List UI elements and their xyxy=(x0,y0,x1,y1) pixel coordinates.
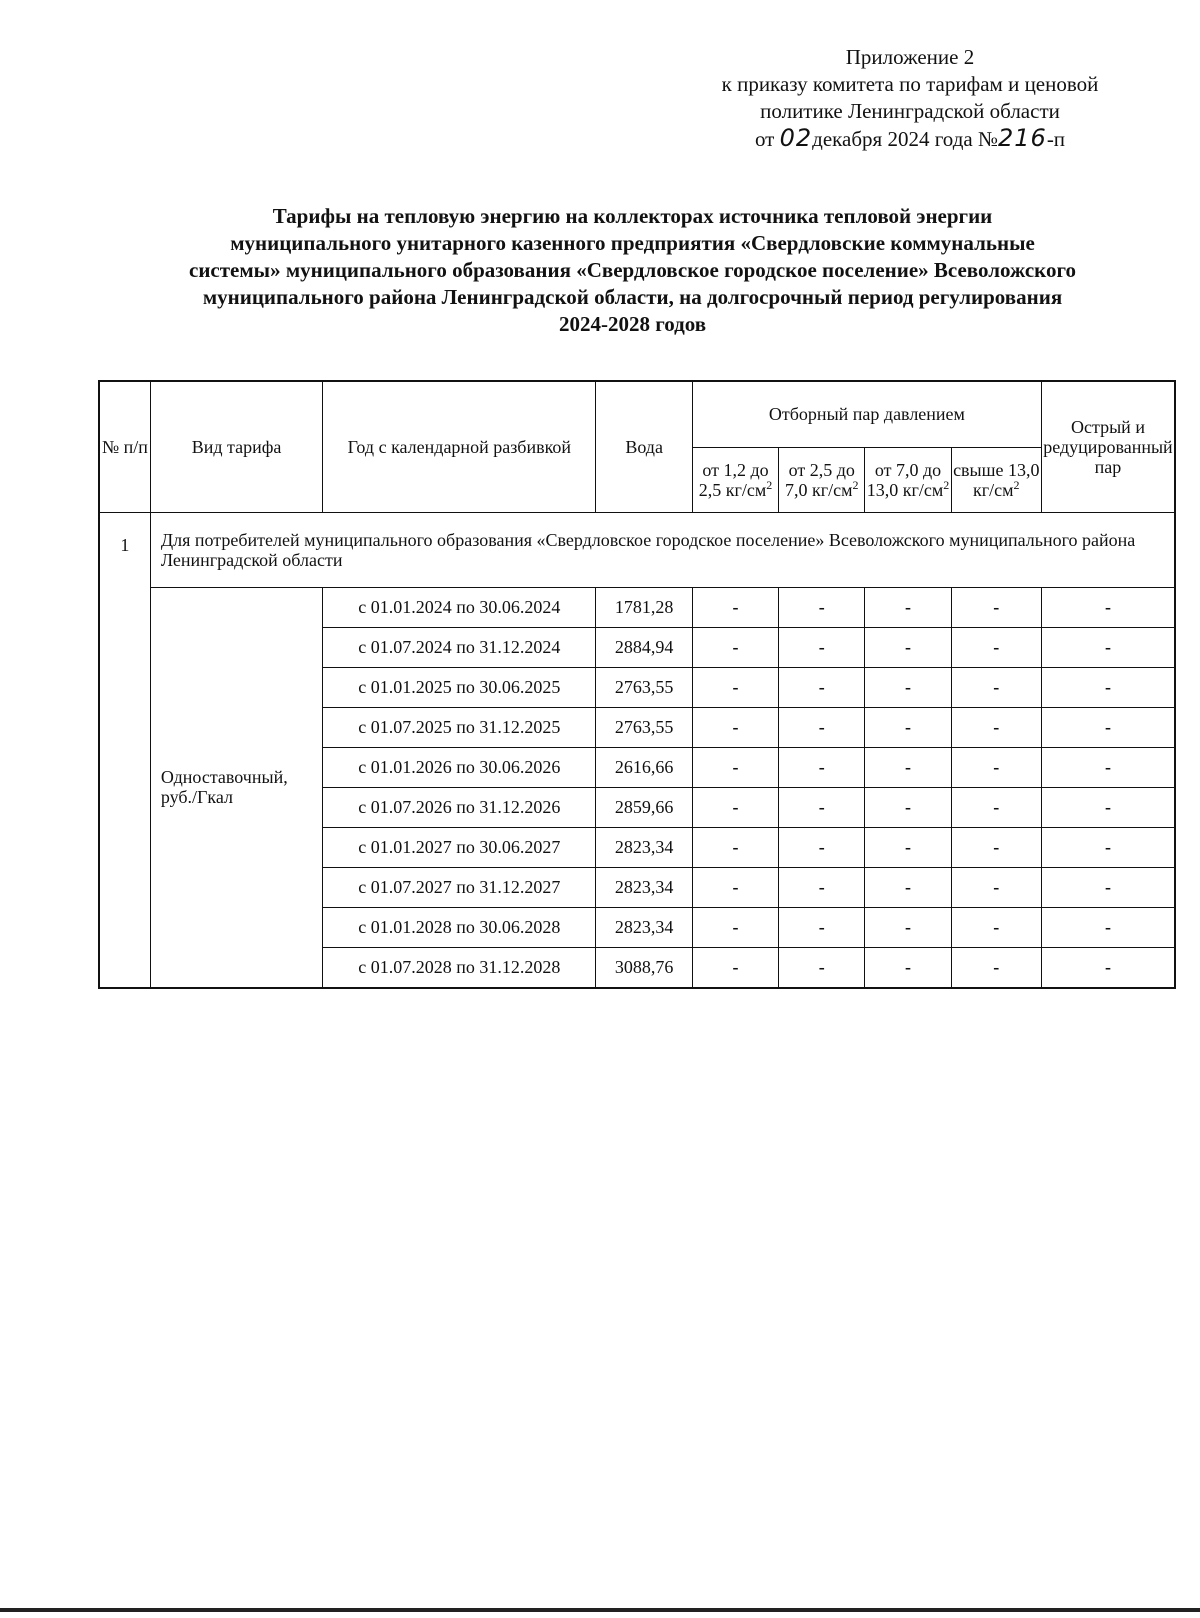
cell-s1: - xyxy=(692,947,778,988)
appendix-line-3: политике Ленинградской области xyxy=(760,99,1060,123)
cell-s1: - xyxy=(692,587,778,627)
cell-s2: - xyxy=(779,867,865,907)
cell-sharp: - xyxy=(1041,587,1175,627)
appendix-line-1: Приложение 2 xyxy=(845,45,975,69)
cell-water: 2823,34 xyxy=(596,907,693,947)
cell-sharp: - xyxy=(1041,867,1175,907)
cell-s4: - xyxy=(951,747,1041,787)
cell-water: 1781,28 xyxy=(596,587,693,627)
cell-s3: - xyxy=(865,907,951,947)
cell-s2: - xyxy=(779,627,865,667)
title-line-3: системы» муниципального образования «Свердловское городское поселение» Всеволожского xyxy=(189,258,1076,282)
cell-water: 3088,76 xyxy=(596,947,693,988)
cell-s4: - xyxy=(951,627,1041,667)
cell-s1: - xyxy=(692,707,778,747)
header-sharp-steam: Острый и редуцированный пар xyxy=(1041,381,1175,512)
cell-s1: - xyxy=(692,827,778,867)
title-line-2: муниципального унитарного казенного предприятия «Свердловские коммунальные xyxy=(230,231,1035,255)
cell-water: 2884,94 xyxy=(596,627,693,667)
cell-water: 2823,34 xyxy=(596,827,693,867)
order-suffix: -п xyxy=(1046,127,1066,151)
cell-s2: - xyxy=(779,747,865,787)
cell-s3: - xyxy=(865,747,951,787)
cell-period: с 01.07.2026 по 31.12.2026 xyxy=(323,787,596,827)
appendix-line-2: к приказу комитета по тарифам и ценовой xyxy=(721,72,1099,96)
header-steam-1: от 1,2 до 2,5 $кг/см^2$ xyxy=(692,447,778,512)
appendix-date-line xyxy=(640,125,1180,153)
cell-s3: - xyxy=(865,947,951,988)
title-line-1: Тарифы на тепловую энергию на коллекторах источника тепловой энергии xyxy=(272,204,993,228)
cell-s1: - xyxy=(692,747,778,787)
cell-s4: - xyxy=(951,787,1041,827)
cell-sharp: - xyxy=(1041,947,1175,988)
cell-s2: - xyxy=(779,587,865,627)
cell-s4: - xyxy=(951,907,1041,947)
cell-sharp: - xyxy=(1041,907,1175,947)
cell-water: 2763,55 xyxy=(596,707,693,747)
cell-period: с 01.01.2024 по 30.06.2024 xyxy=(323,587,596,627)
cell-s1: - xyxy=(692,787,778,827)
cell-water: 2823,34 xyxy=(596,867,693,907)
cell-s4: - xyxy=(951,707,1041,747)
cell-s4: - xyxy=(951,587,1041,627)
cell-period: с 01.01.2027 по 30.06.2027 xyxy=(323,827,596,867)
header-steam-group: Отборный пар давлением xyxy=(692,381,1041,447)
appendix-header xyxy=(640,44,1180,153)
cell-water: 2763,55 xyxy=(596,667,693,707)
cell-s3: - xyxy=(865,867,951,907)
header-steam-3: от 7,0 до 13,0 $кг/см^2$ xyxy=(865,447,951,512)
cell-water: 2859,66 xyxy=(596,787,693,827)
order-number-handwritten: 216 xyxy=(998,124,1047,152)
group-description: Для потребителей муниципального образования «Свердловское городское поселение» Всеволожского муниципального района Ленинградской области xyxy=(150,512,1175,587)
cell-s3: - xyxy=(865,827,951,867)
group-num: 1 xyxy=(99,512,150,988)
date-prefix: от xyxy=(754,127,775,151)
header-num: № п/п xyxy=(99,381,150,512)
cell-s3: - xyxy=(865,667,951,707)
cell-period: с 01.01.2026 по 30.06.2026 xyxy=(323,747,596,787)
tariff-table xyxy=(98,380,1176,989)
cell-s4: - xyxy=(951,867,1041,907)
cell-period: с 01.01.2028 по 30.06.2028 xyxy=(323,907,596,947)
cell-sharp: - xyxy=(1041,787,1175,827)
cell-s2: - xyxy=(779,667,865,707)
cell-s4: - xyxy=(951,947,1041,988)
header-year: Год с календарной разбивкой xyxy=(323,381,596,512)
cell-s2: - xyxy=(779,947,865,988)
cell-s3: - xyxy=(865,587,951,627)
cell-s2: - xyxy=(779,707,865,747)
header-tariff-type: Вид тарифа xyxy=(150,381,322,512)
cell-s3: - xyxy=(865,627,951,667)
cell-sharp: - xyxy=(1041,627,1175,667)
tariff-type-cell: Одноставочный, руб./Гкал xyxy=(150,587,322,988)
cell-s3: - xyxy=(865,787,951,827)
cell-s1: - xyxy=(692,627,778,667)
cell-s4: - xyxy=(951,827,1041,867)
cell-s2: - xyxy=(779,827,865,867)
header-steam-2: от 2,5 до 7,0 $кг/см^2$ xyxy=(779,447,865,512)
cell-sharp: - xyxy=(1041,667,1175,707)
title-line-5: 2024-2028 годов xyxy=(558,312,707,336)
table-row xyxy=(99,587,1175,627)
cell-s1: - xyxy=(692,907,778,947)
header-steam-4: свыше 13,0 $кг/см^2$ xyxy=(951,447,1041,512)
cell-s3: - xyxy=(865,707,951,747)
date-rest: декабря 2024 года № xyxy=(812,127,998,151)
cell-s1: - xyxy=(692,667,778,707)
document-title xyxy=(80,203,1185,338)
cell-period: с 01.07.2024 по 31.12.2024 xyxy=(323,627,596,667)
cell-period: с 01.01.2025 по 30.06.2025 xyxy=(323,667,596,707)
bottom-scan-edge xyxy=(0,1608,1200,1612)
cell-water: 2616,66 xyxy=(596,747,693,787)
header-water: Вода xyxy=(596,381,693,512)
cell-sharp: - xyxy=(1041,707,1175,747)
cell-s2: - xyxy=(779,907,865,947)
cell-s4: - xyxy=(951,667,1041,707)
cell-s1: - xyxy=(692,867,778,907)
cell-period: с 01.07.2028 по 31.12.2028 xyxy=(323,947,596,988)
cell-sharp: - xyxy=(1041,827,1175,867)
cell-period: с 01.07.2027 по 31.12.2027 xyxy=(323,867,596,907)
date-day-handwritten: 02 xyxy=(779,124,813,152)
cell-s2: - xyxy=(779,787,865,827)
title-line-4: муниципального района Ленинградской области, на долгосрочный период регулирования xyxy=(202,285,1063,309)
cell-period: с 01.07.2025 по 31.12.2025 xyxy=(323,707,596,747)
cell-sharp: - xyxy=(1041,747,1175,787)
